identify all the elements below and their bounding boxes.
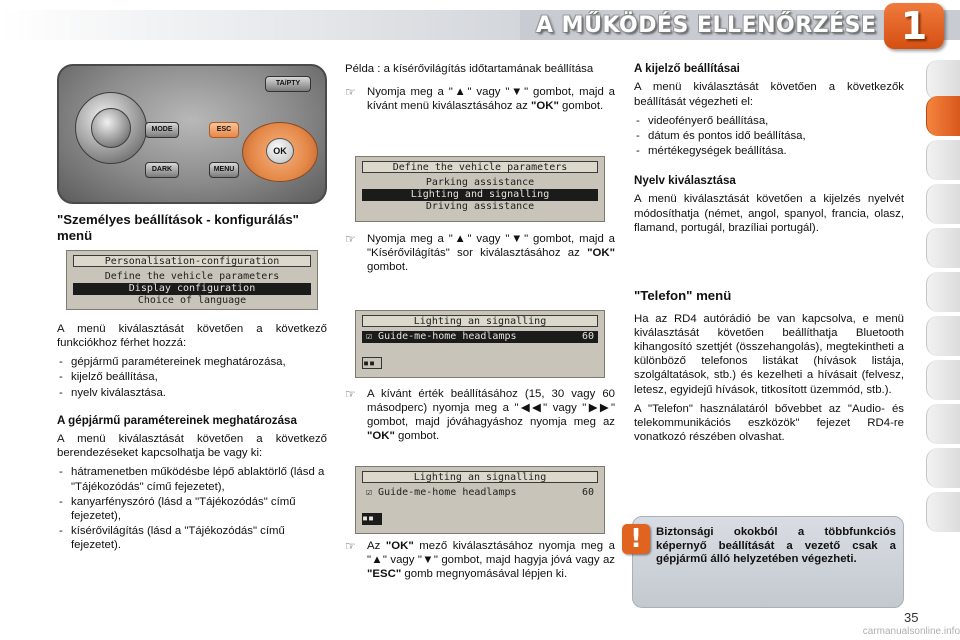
lcd-row: Define the vehicle parameters xyxy=(104,271,280,282)
left-column xyxy=(57,212,327,252)
right-column xyxy=(634,62,904,240)
lcd-lighting-confirm xyxy=(355,466,605,534)
lcd-personalisation xyxy=(66,250,318,310)
side-tab xyxy=(926,492,960,532)
pointing-hand-icon: ☞ xyxy=(345,387,356,401)
instruction-step: ☞ Nyomja meg a "▲" vagy "▼" gombot, majd a "Kísérővilágítás" sor kiválasztásához az "OK" gombot. xyxy=(345,232,615,274)
middle-column xyxy=(345,62,615,119)
lcd-row: ☑ Guide-me-home headlamps 60 xyxy=(366,487,594,498)
phone-section xyxy=(634,288,904,449)
middle-step-3 xyxy=(345,387,615,450)
paragraph: A menü kiválasztását követően a kijelzés nyelvét módosíthatja (német, angol, spanyol, francia, olasz, flamand, portugál, brazíliai portugál). xyxy=(634,193,904,234)
subheading: Nyelv kiválasztása xyxy=(634,174,736,188)
instruction-step: ☞ Az "OK" mező kiválasztásához nyomja meg a "▲" vagy "▼" gombot, majd hagyja jóvá vagy az "ESC" gomb megnyomásával lépjen ki. xyxy=(345,539,615,581)
list-item: - videofényerő beállítása, xyxy=(634,114,904,128)
ok-button: OK xyxy=(266,138,294,164)
lcd-row: Parking assistance xyxy=(425,177,535,188)
side-tab xyxy=(926,184,960,224)
side-tab xyxy=(926,404,960,444)
menu-button: MENU xyxy=(209,162,239,178)
side-tab xyxy=(926,60,960,100)
display-settings-list xyxy=(634,114,904,158)
section-heading: "Telefon" menü xyxy=(634,288,732,303)
subheading: A kijelző beállításai xyxy=(634,62,740,75)
side-tab xyxy=(926,272,960,312)
chapter-number: 1 xyxy=(900,4,928,48)
page-title: A MŰKÖDÉS ELLENŐRZÉSE xyxy=(536,13,877,38)
pointing-hand-icon: ☞ xyxy=(345,539,356,553)
lcd-row: Choice of language xyxy=(137,295,247,306)
side-tab xyxy=(926,140,960,180)
function-list xyxy=(57,355,327,399)
list-item: - mértékegységek beállítása. xyxy=(634,144,904,158)
lcd-ok-field: ▪▪ xyxy=(362,357,382,369)
middle-step-4 xyxy=(345,539,615,587)
lcd-row-selected: Lighting and signalling xyxy=(362,189,598,201)
warning-icon: ! xyxy=(622,524,650,554)
lcd-title: Lighting an signalling xyxy=(362,315,598,327)
list-item: - hátramenetben működésbe lépő ablaktörlő (lásd a "Tájékozódás" című fejezetet), xyxy=(57,465,327,493)
chapter-tab-strip xyxy=(926,60,960,580)
dark-button: DARK xyxy=(145,162,179,178)
side-tab-active xyxy=(926,96,960,136)
ta-pty-button: TA/PTY xyxy=(265,76,311,92)
paragraph: A menü kiválasztását követően a következő funkciókhoz férhet hozzá: xyxy=(57,323,327,350)
left-column-body xyxy=(57,322,327,558)
volume-knob-center xyxy=(91,108,131,148)
lcd-title: Personalisation-configuration xyxy=(73,255,311,267)
paragraph: A menü kiválasztását követően a következő berendezéseket kapcsolhatja be vagy ki: xyxy=(57,433,327,460)
paragraph: A menü kiválasztását követően a következők beállítását végezheti el: xyxy=(634,81,904,108)
lcd-vehicle-parameters xyxy=(355,156,605,222)
warning-text: Biztonsági okokból a többfunkciós képernyő beállítását a vezető csak a gépjármű álló helyzetében végezheti. xyxy=(656,526,896,566)
list-item: - kanyarfényszóró (lásd a "Tájékozódás" című fejezetet), xyxy=(57,495,327,523)
subheading: A gépjármű paramétereinek meghatározása xyxy=(57,413,297,427)
page-number: 35 xyxy=(904,610,919,625)
list-item: - dátum és pontos idő beállítása, xyxy=(634,129,904,143)
section-heading: "Személyes beállítások - konfigurálás" menü xyxy=(57,212,299,243)
header-fade xyxy=(0,10,520,40)
list-item: - kísérővilágítás (lásd a "Tájékozódás" című fejezetet). xyxy=(57,524,327,552)
lcd-ok-field-selected: ▪▪ xyxy=(362,513,382,525)
middle-step-2 xyxy=(345,232,615,280)
equipment-list xyxy=(57,465,327,552)
lcd-lighting-select xyxy=(355,310,605,378)
list-item: - kijelző beállítása, xyxy=(57,370,327,384)
pointing-hand-icon: ☞ xyxy=(345,232,356,246)
instruction-step: ☞ Nyomja meg a "▲" vagy "▼" gombot, majd a kívánt menü kiválasztásához az "OK" gombot. xyxy=(345,85,615,113)
paragraph: Példa : a kísérővilágítás időtartamának beállítása xyxy=(345,63,594,75)
pointing-hand-icon: ☞ xyxy=(345,85,356,100)
list-item: - gépjármű paramétereinek meghatározása, xyxy=(57,355,327,369)
watermark: carmanualsonline.info xyxy=(862,626,960,637)
paragraph: A "Telefon" használatáról bővebbet az "Audio- és telekommunikációs eszközök" fejezet RD4-re vonatkozó részében olvashat. xyxy=(634,402,904,443)
esc-button: ESC xyxy=(209,122,239,138)
paragraph: Ha az RD4 autórádió be van kapcsolva, e menü kiválasztását követően beállíthatja Bluetooth kihangosító szettjét (összehangolás), megtekintheti a különböző telefonos listákat (hívások listája, szolgáltatások, stb.) és kezelheti a hívásait (felvesz, letesz, egyidejű hívások, titkosított üzemmód, stb.). xyxy=(634,312,904,396)
lcd-row: Driving assistance xyxy=(425,201,535,212)
side-tab xyxy=(926,360,960,400)
lcd-title: Define the vehicle parameters xyxy=(362,161,598,173)
lcd-title: Lighting an signalling xyxy=(362,471,598,483)
side-tab xyxy=(926,228,960,268)
mode-button: MODE xyxy=(145,122,179,138)
lcd-row-selected: ☑ Guide-me-home headlamps 60 xyxy=(362,331,598,343)
list-item: - nyelv kiválasztása. xyxy=(57,386,327,400)
instruction-step: ☞ A kívánt érték beállításához (15, 30 vagy 60 másodperc) nyomja meg a "◀◀" vagy "▶▶" gombot, majd jóváhagyáshoz nyomja meg az "OK" gombot. xyxy=(345,387,615,443)
side-tab xyxy=(926,316,960,356)
side-tab xyxy=(926,448,960,488)
page-header xyxy=(0,0,960,52)
lcd-row-selected: Display configuration xyxy=(73,283,311,295)
